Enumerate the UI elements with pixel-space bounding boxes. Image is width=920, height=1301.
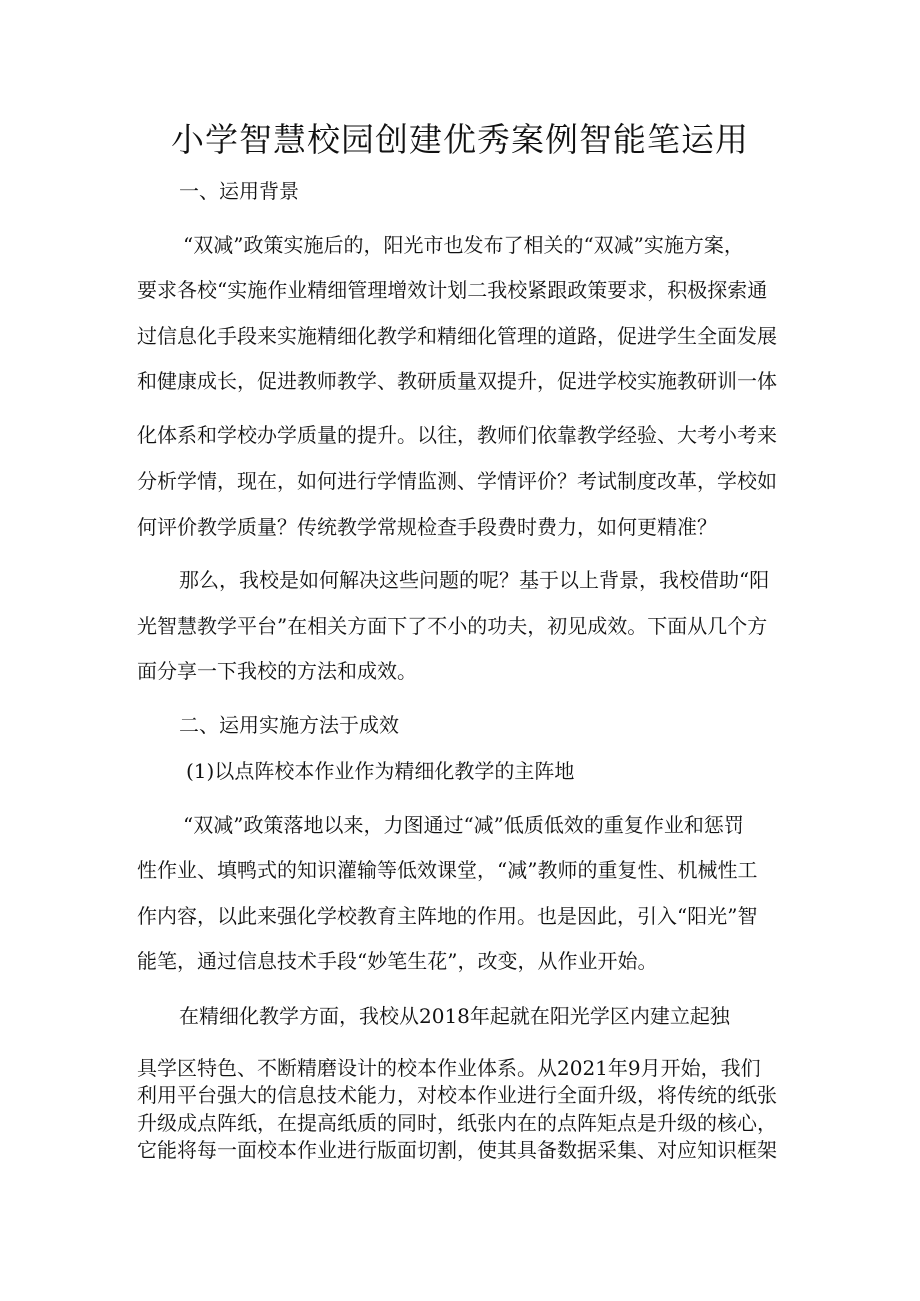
paragraph-line: 能笔，通过信息技术手段“妙笔生花”，改变，从作业开始。 — [137, 949, 658, 973]
paragraph-line: 利用平台强大的信息技术能力，对校本作业进行全面升级，将传统的纸张 — [137, 1083, 777, 1107]
paragraph-line: 具学区特色、不断精磨设计的校本作业体系。从2021年9月开始，我们 — [137, 1056, 761, 1080]
section-heading-implementation: 二、运用实施方法于成效 — [179, 713, 399, 737]
paragraph-line: 它能将每一面校本作业进行版面切割，使其具备数据采集、对应知识框架 — [137, 1138, 777, 1162]
paragraph-line: 过信息化手段来实施精细化教学和精细化管理的道路，促进学生全面发展 — [137, 324, 777, 348]
paragraph-line: 光智慧教学平台”在相关方面下了不小的功夫，初见成效。下面从几个方 — [137, 614, 768, 638]
paragraph-line: 在精细化教学方面，我校从2018年起就在阳光学区内建立起独 — [179, 1004, 730, 1028]
paragraph-line: 要求各校“实施作业精细管理增效计划二我校紧跟政策要求，积极探索通 — [137, 278, 768, 302]
document-title: 小学智慧校园创建优秀案例智能笔运用 — [171, 120, 749, 159]
paragraph-line: 面分享一下我校的方法和成效。 — [137, 659, 417, 683]
paragraph-line: 作内容，以此来强化学校教育主阵地的作用。也是因此，引入“阳光”智 — [137, 904, 758, 928]
paragraph-line: 和健康成长，促进教师教学、教研质量双提升，促进学校实施教研训一体 — [137, 369, 777, 393]
paragraph-line: “双减”政策实施后的，阳光市也发布了相关的“双减”实施方案， — [183, 233, 744, 257]
paragraph-line: “双减”政策落地以来，力图通过“减”低质低效的重复作业和惩罚 — [183, 813, 744, 837]
paragraph-line: 何评价教学质量？传统教学常规检查手段费时费力，如何更精准？ — [137, 515, 717, 539]
paragraph-line: 那么，我校是如何解决这些问题的呢？基于以上背景，我校借助“阳 — [179, 568, 770, 592]
paragraph-line: 分析学情，现在，如何进行学情监测、学情评价？考试制度改革，学校如 — [137, 469, 777, 493]
subsection-heading: (1)以点阵校本作业作为精细化教学的主阵地 — [186, 759, 575, 783]
section-heading-background: 一、运用背景 — [179, 179, 299, 203]
paragraph-line: 升级成点阵纸，在提高纸质的同时，纸张内在的点阵矩点是升级的核心， — [137, 1111, 777, 1135]
paragraph-line: 性作业、填鸭式的知识灌输等低效课堂，“减”教师的重复性、机械性工 — [137, 858, 758, 882]
paragraph-line: 化体系和学校办学质量的提升。以往，教师们依靠教学经验、大考小考来 — [137, 423, 777, 447]
